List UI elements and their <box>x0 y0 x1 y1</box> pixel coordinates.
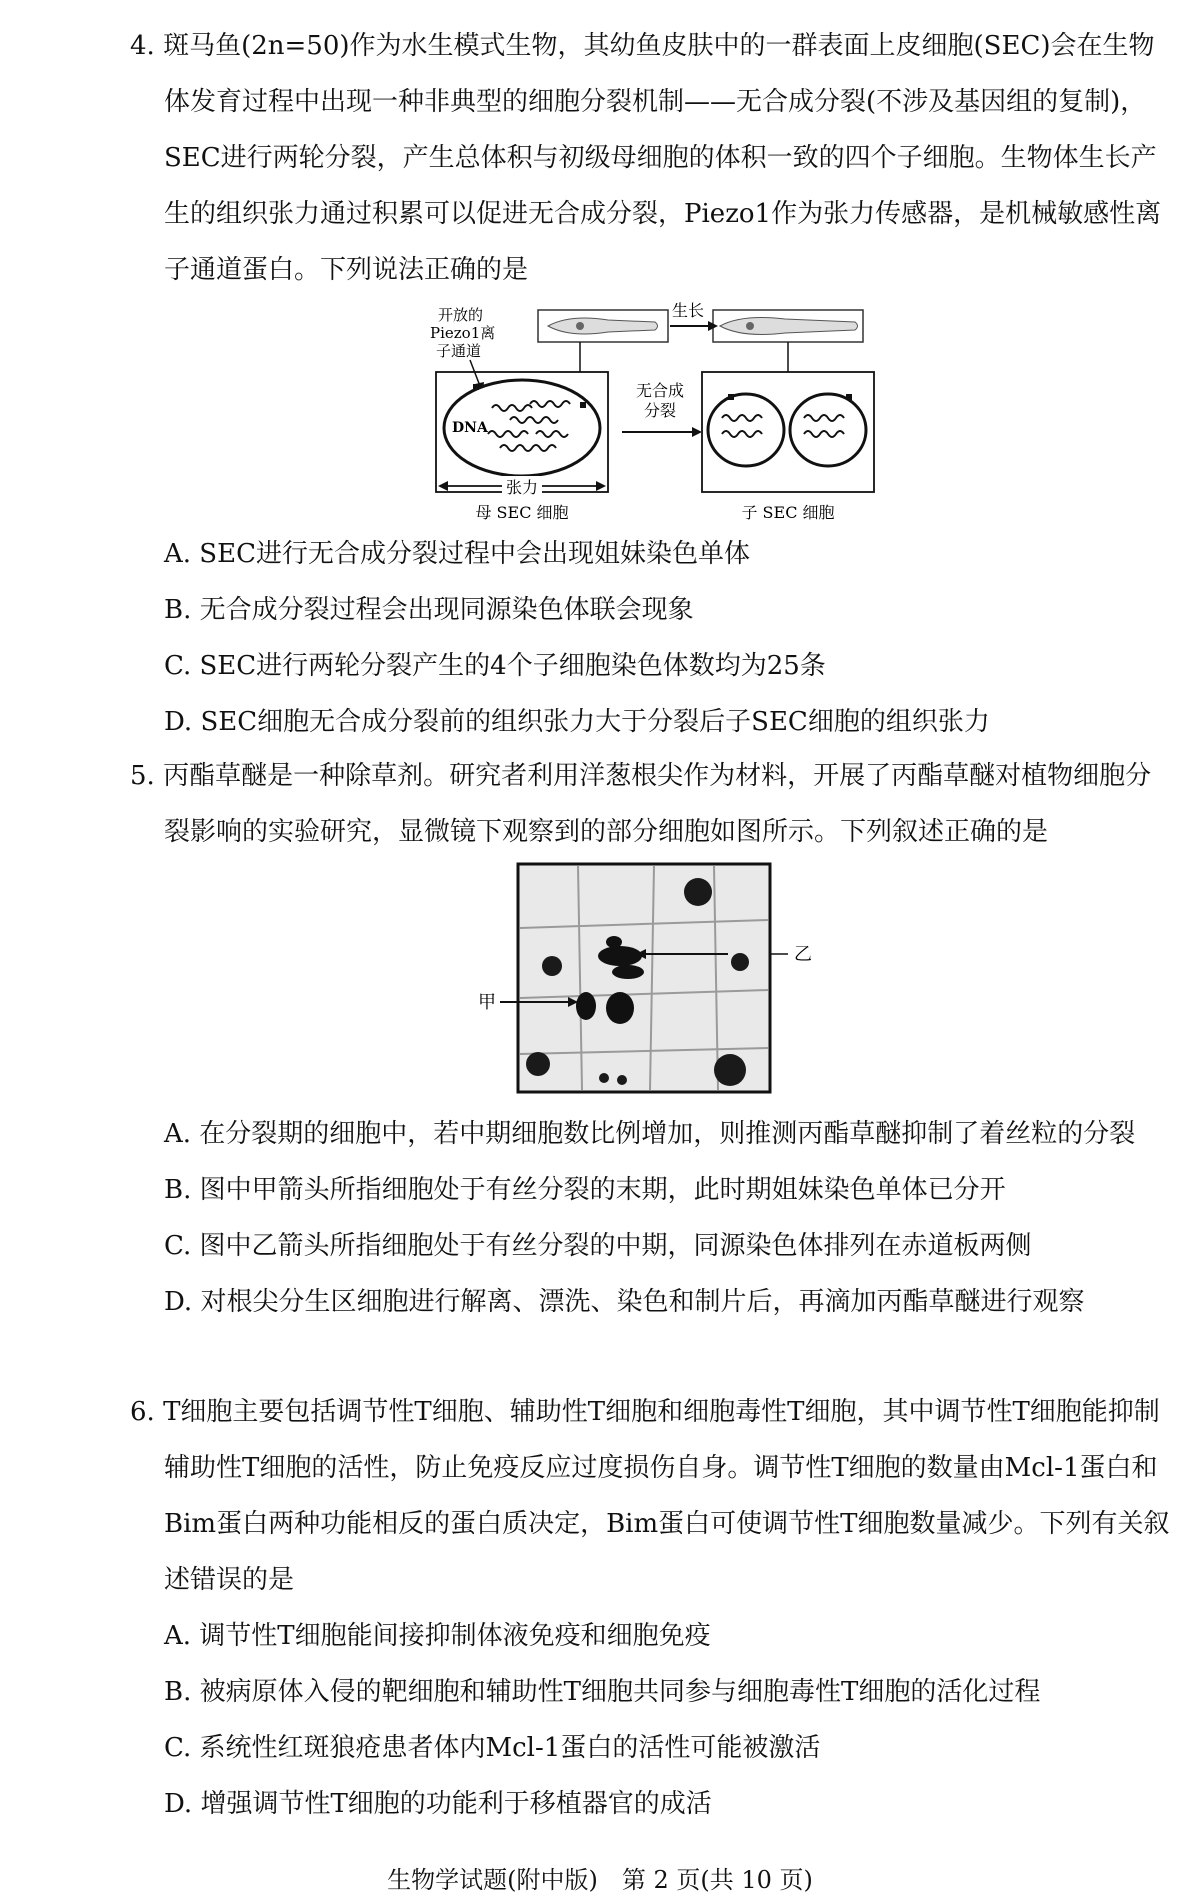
label-channel-1: 开放的 <box>438 306 484 324</box>
q4-figure-sec-division <box>430 300 910 530</box>
label-growth: 生长 <box>671 301 705 320</box>
channel-pointer-arrow <box>470 360 480 386</box>
page-footer: 生物学试题(附中版) 第 2 页(共 10 页) <box>387 1866 813 1894</box>
q6-option-b: B. 被病原体入侵的靶细胞和辅助性T细胞共同参与细胞毒性T细胞的活化过程 <box>164 1677 1041 1707</box>
fish-large-icon <box>713 310 863 342</box>
q6-option-d: D. 增强调节性T细胞的功能利于移植器官的成活 <box>164 1789 712 1819</box>
question-5 <box>130 748 1170 860</box>
q5-option-d: D. 对根尖分生区细胞进行解离、漂洗、染色和制片后，再滴加丙酯草醚进行观察 <box>164 1287 1085 1317</box>
fish-small-icon <box>538 310 668 342</box>
label-division-2: 分裂 <box>643 401 677 420</box>
daughter-sec-cell-1 <box>708 394 784 466</box>
label-channel-2: Piezo1离 <box>430 324 496 342</box>
q5-option-a: A. 在分裂期的细胞中，若中期细胞数比例增加，则推测丙酯草醚抑制了着丝粒的分裂 <box>164 1119 1136 1149</box>
label-channel-3: 子通道 <box>436 342 482 360</box>
question-4 <box>130 18 1170 298</box>
question-5-options <box>130 1106 1170 1330</box>
q4-option-a: A. SEC进行无合成分裂过程中会出现姐妹染色单体 <box>164 539 750 569</box>
q4-option-d: D. SEC细胞无合成分裂前的组织张力大于分裂后子SEC细胞的组织张力 <box>164 707 990 737</box>
label-jia: 甲 <box>478 992 496 1013</box>
q5-figure-micrograph <box>478 858 838 1098</box>
label-mother-sec: 母 SEC 细胞 <box>475 503 569 522</box>
q5-option-b: B. 图中甲箭头所指细胞处于有丝分裂的末期，此时期姐妹染色单体已分开 <box>164 1175 1006 1205</box>
label-yi: 乙 <box>794 944 812 965</box>
label-tension: 张力 <box>505 478 539 497</box>
question-6-stem: 6. T细胞主要包括调节性T细胞、辅助性T细胞和细胞毒性T细胞，其中调节性T细胞能抑制辅助性T细胞的活性，防止免疫反应过度损伤自身。调节性T细胞的数量由Mcl-1蛋白和Bim蛋白两种功能相反的蛋白质决定，Bim蛋白可使调节性T细胞数量减少。下列有关叙述错误的是 <box>130 1397 1170 1595</box>
q6-option-c: C. 系统性红斑狼疮患者体内Mcl-1蛋白的活性可能被激活 <box>164 1733 821 1763</box>
question-4-stem: 4. 斑马鱼(2n=50)作为水生模式生物，其幼鱼皮肤中的一群表面上皮细胞(SEC)会在生物体发育过程中出现一种非典型的细胞分裂机制——无合成分裂(不涉及基因组的复制)，SEC进行两轮分裂，产生总体积与初级母细胞的体积一致的四个子细胞。生物体生长产生的组织张力通过积累可以促进无合成分裂，Piezo1作为张力传感器，是机械敏感性离子通道蛋白。下列说法正确的是 <box>130 31 1162 285</box>
label-division-1: 无合成 <box>635 381 685 400</box>
question-4-options <box>130 526 1170 750</box>
q6-option-a: A. 调节性T细胞能间接抑制体液免疫和细胞免疫 <box>164 1621 711 1651</box>
q4-option-b: B. 无合成分裂过程会出现同源染色体联会现象 <box>164 595 694 625</box>
question-6 <box>130 1384 1170 1832</box>
label-dna: DNA <box>452 420 488 436</box>
q4-option-c: C. SEC进行两轮分裂产生的4个子细胞染色体数均为25条 <box>164 651 826 681</box>
question-5-stem: 5. 丙酯草醚是一种除草剂。研究者利用洋葱根尖作为材料，开展了丙酯草醚对植物细胞分裂影响的实验研究，显微镜下观察到的部分细胞如图所示。下列叙述正确的是 <box>130 761 1152 847</box>
label-daughter-sec: 子 SEC 细胞 <box>741 503 835 522</box>
daughter-sec-cell-2 <box>790 394 866 466</box>
q5-option-c: C. 图中乙箭头所指细胞处于有丝分裂的中期，同源染色体排列在赤道板两侧 <box>164 1231 1032 1261</box>
